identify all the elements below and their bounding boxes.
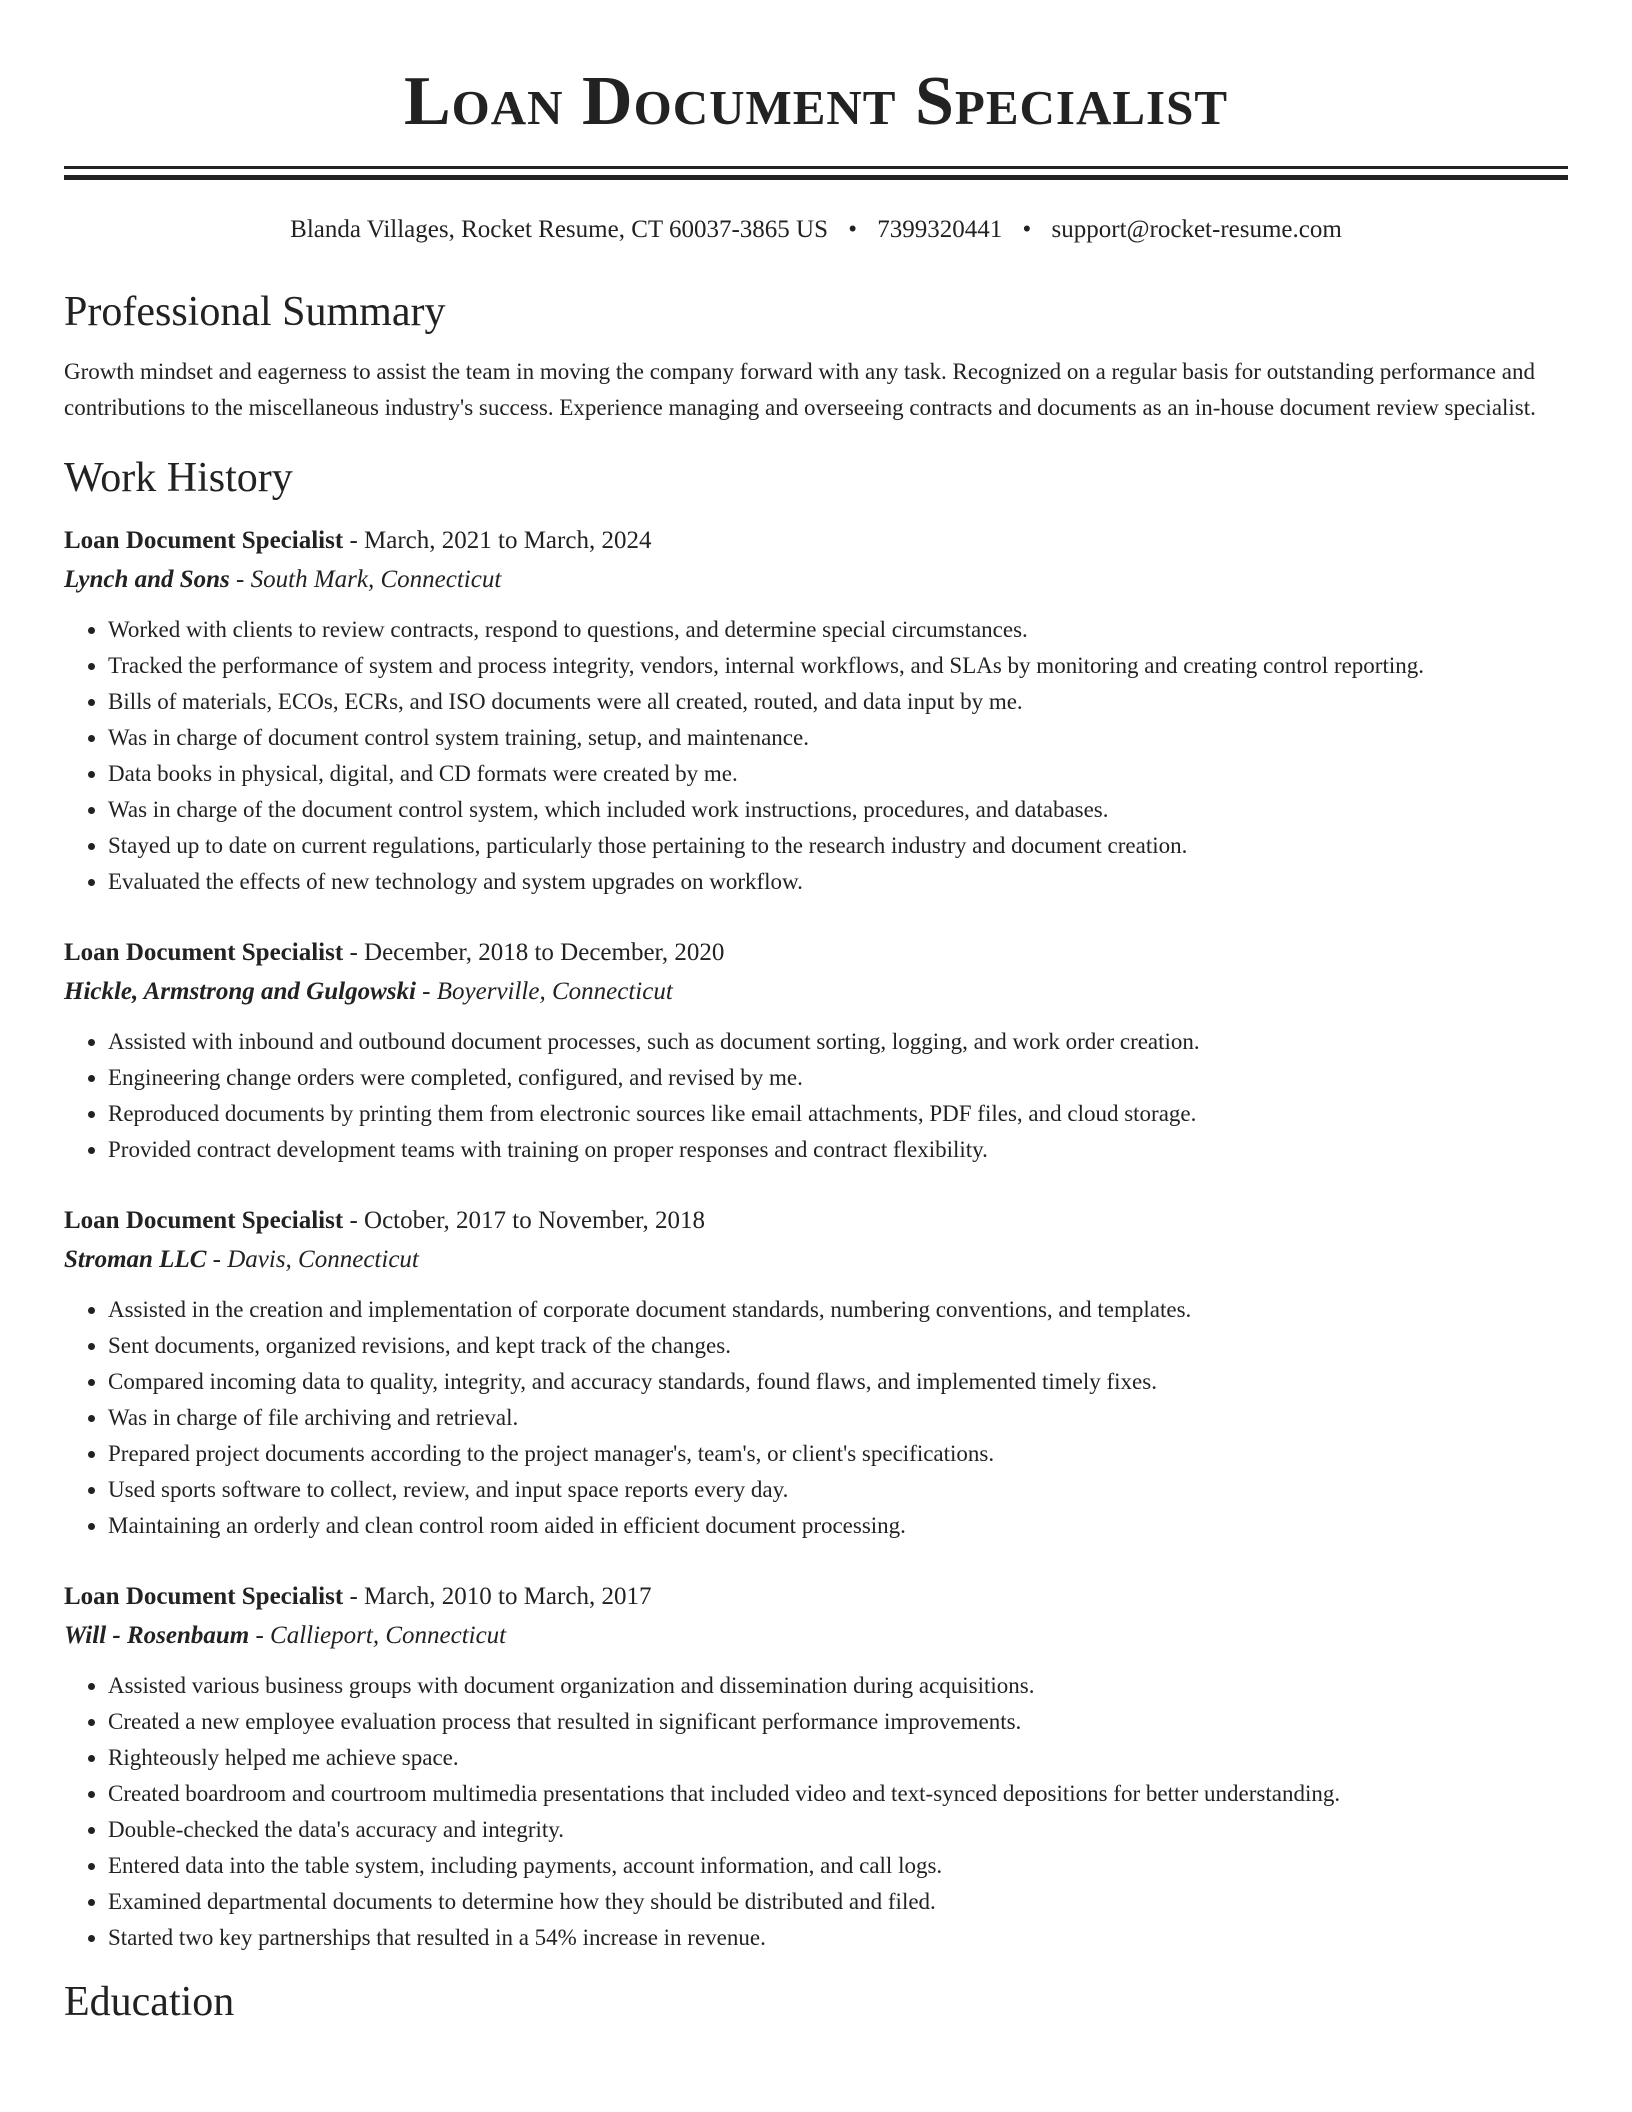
- duty-item: • Bills of materials, ECOs, ECRs, and ISO documents were all created, routed, and data input by me.: [108, 684, 1568, 720]
- duty-item: • Used sports software to collect, review, and input space reports every day.: [108, 1472, 1568, 1508]
- education-heading: Education: [64, 1979, 235, 2025]
- duty-item: • Created boardroom and courtroom multimedia presentations that included video and text-synced depositions for better understanding.: [108, 1776, 1568, 1812]
- job-title: Loan Document Specialist: [64, 1583, 344, 1610]
- job-company-line: [64, 972, 1568, 1012]
- title-divider-thick: [64, 175, 1568, 180]
- job-title-line: [64, 934, 1568, 972]
- duty-item: • Started two key partnerships that resulted in a 54% increase in revenue.: [108, 1920, 1568, 1956]
- job-location: - South Mark, Connecticut: [229, 566, 502, 593]
- job-dates: - October, 2017 to November, 2018: [343, 1207, 705, 1234]
- work-history-list: [64, 522, 1568, 1956]
- summary-heading: Professional Summary: [64, 289, 446, 335]
- job-duties: [64, 1292, 1568, 1544]
- duty-item: • Was in charge of file archiving and retrieval.: [108, 1400, 1568, 1436]
- duty-item: • Assisted in the creation and implementation of corporate document standards, numbering conventions, and templates.: [108, 1292, 1568, 1328]
- contact-separator: •: [848, 216, 857, 243]
- duty-item: • Was in charge of the document control system, which included work instructions, procedures, and databases.: [108, 792, 1568, 828]
- contact-separator: •: [1022, 216, 1032, 243]
- job-title-line: [64, 1202, 1568, 1240]
- job-company-line: [64, 560, 1568, 600]
- job-company: Stroman LLC: [64, 1246, 207, 1273]
- job-entry: [64, 522, 1568, 900]
- job-duties: [64, 1024, 1568, 1168]
- job-location: - Davis, Connecticut: [206, 1246, 419, 1273]
- job-location: - Boyerville, Connecticut: [415, 978, 673, 1005]
- job-entry: [64, 1578, 1568, 1956]
- duty-item: • Reproduced documents by printing them from electronic sources like email attachments, PDF files, and cloud storage.: [108, 1096, 1568, 1132]
- duty-item: • Compared incoming data to quality, integrity, and accuracy standards, found flaws, and implemented timely fixes.: [108, 1364, 1568, 1400]
- duty-item: • Prepared project documents according to the project manager's, team's, or client's specifications.: [108, 1436, 1568, 1472]
- job-location: - Callieport, Connecticut: [249, 1622, 507, 1649]
- job-duties: [64, 1668, 1568, 1956]
- job-entry: [64, 1202, 1568, 1544]
- contact-address: Blanda Villages, Rocket Resume, CT 60037-3865 US: [290, 216, 828, 243]
- duty-item: • Tracked the performance of system and process integrity, vendors, internal workflows, and SLAs by monitoring and creating control reporting.: [108, 648, 1568, 684]
- duty-item: • Assisted with inbound and outbound document processes, such as document sorting, logging, and work order creation.: [108, 1024, 1568, 1060]
- job-title: Loan Document Specialist: [64, 527, 344, 554]
- title-divider-thin: [64, 166, 1568, 169]
- contact-phone: 7399320441: [877, 216, 1003, 243]
- work-history-heading: Work History: [64, 455, 293, 501]
- duty-item: • Created a new employee evaluation process that resulted in significant performance improvements.: [108, 1704, 1568, 1740]
- job-title-line: [64, 1578, 1568, 1616]
- duty-item: • Engineering change orders were completed, configured, and revised by me.: [108, 1060, 1568, 1096]
- duty-item: • Maintaining an orderly and clean control room aided in efficient document processing.: [108, 1508, 1568, 1544]
- job-duties: [64, 612, 1568, 900]
- job-title-line: [64, 522, 1568, 560]
- job-dates: - December, 2018 to December, 2020: [343, 939, 725, 966]
- duty-item: • Righteously helped me achieve space.: [108, 1740, 1568, 1776]
- duty-item: • Sent documents, organized revisions, and kept track of the changes.: [108, 1328, 1568, 1364]
- job-company-line: [64, 1616, 1568, 1656]
- duty-item: • Data books in physical, digital, and CD formats were created by me.: [108, 756, 1568, 792]
- contact-email: support@rocket-resume.com: [1051, 216, 1342, 243]
- duty-item: • Entered data into the table system, including payments, account information, and call logs.: [108, 1848, 1568, 1884]
- duty-item: • Provided contract development teams with training on proper responses and contract flexibility.: [108, 1132, 1568, 1168]
- resume-title: Loan Document Specialist: [403, 63, 1229, 140]
- job-company: Will - Rosenbaum: [64, 1622, 250, 1649]
- summary-text: Growth mindset and eagerness to assist the team in moving the company forward with any task. Recognized on a regular basis for outstanding performance and contributions to the miscellaneous industry's success. Experience managing and overseeing contracts and documents as an in-house document review specialist.: [64, 359, 1536, 420]
- job-dates: - March, 2021 to March, 2024: [343, 527, 652, 554]
- job-company: Lynch and Sons: [64, 566, 230, 593]
- job-entry: [64, 934, 1568, 1168]
- contact-line: [64, 214, 1568, 246]
- job-dates: - March, 2010 to March, 2017: [343, 1583, 652, 1610]
- duty-item: • Worked with clients to review contracts, respond to questions, and determine special circumstances.: [108, 612, 1568, 648]
- job-title: Loan Document Specialist: [64, 1207, 344, 1234]
- duty-item: • Assisted various business groups with document organization and dissemination during acquisitions.: [108, 1668, 1568, 1704]
- job-title: Loan Document Specialist: [64, 939, 344, 966]
- duty-item: • Examined departmental documents to determine how they should be distributed and filed.: [108, 1884, 1568, 1920]
- duty-item: • Evaluated the effects of new technology and system upgrades on workflow.: [108, 864, 1568, 900]
- job-company: Hickle, Armstrong and Gulgowski: [64, 978, 416, 1005]
- job-company-line: [64, 1240, 1568, 1280]
- duty-item: • Stayed up to date on current regulations, particularly those pertaining to the research industry and document creation.: [108, 828, 1568, 864]
- duty-item: • Was in charge of document control system training, setup, and maintenance.: [108, 720, 1568, 756]
- duty-item: • Double-checked the data's accuracy and integrity.: [108, 1812, 1568, 1848]
